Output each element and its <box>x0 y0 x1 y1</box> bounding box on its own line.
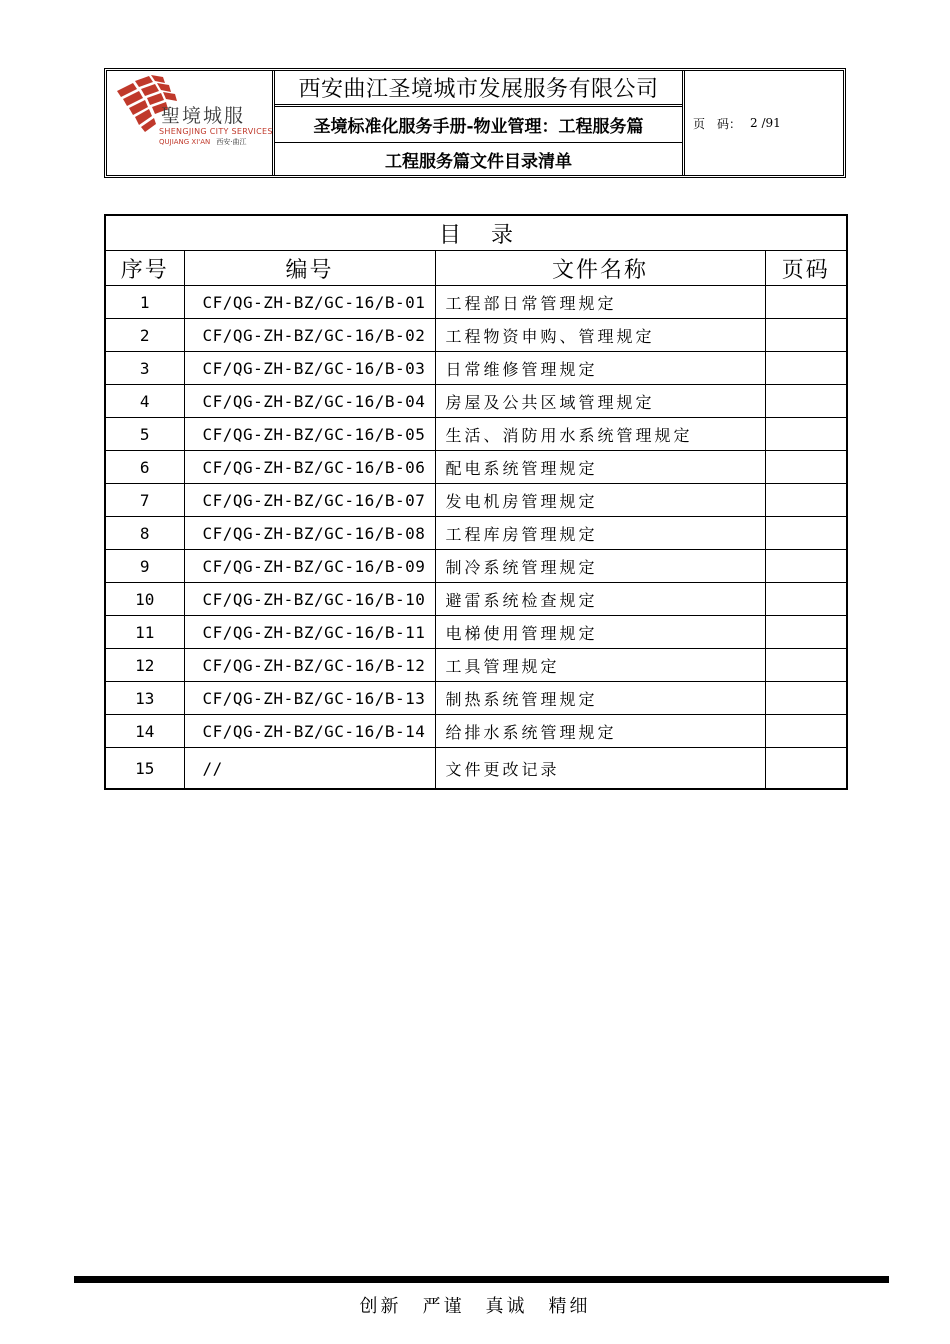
row-file-name: 工程物资申购、管理规定 <box>435 319 765 352</box>
company-name: 西安曲江圣境城市发展服务有限公司 <box>275 71 682 107</box>
row-file-name: 制热系统管理规定 <box>435 682 765 715</box>
table-row <box>105 418 847 451</box>
row-code: CF/QG-ZH-BZ/GC-16/B-03 <box>184 352 435 385</box>
row-code: CF/QG-ZH-BZ/GC-16/B-10 <box>184 583 435 616</box>
row-code: CF/QG-ZH-BZ/GC-16/B-01 <box>184 286 435 319</box>
row-page <box>765 352 847 385</box>
page-current: 2 <box>750 116 758 130</box>
row-code: CF/QG-ZH-BZ/GC-16/B-08 <box>184 517 435 550</box>
row-page <box>765 682 847 715</box>
document-header <box>104 68 846 178</box>
logo-location-en: QUJIANG XI'AN <box>159 138 211 146</box>
row-number: 7 <box>105 484 184 517</box>
col-header-no: 序号 <box>105 251 184 286</box>
row-file-name: 工程库房管理规定 <box>435 517 765 550</box>
row-file-name: 发电机房管理规定 <box>435 484 765 517</box>
row-file-name: 电梯使用管理规定 <box>435 616 765 649</box>
table-row <box>105 748 847 790</box>
toc-table <box>104 214 848 790</box>
row-number: 14 <box>105 715 184 748</box>
row-page <box>765 715 847 748</box>
logo-location-cn: 西安·曲江 <box>216 138 247 146</box>
page-number-cell <box>685 71 843 175</box>
row-code: CF/QG-ZH-BZ/GC-16/B-11 <box>184 616 435 649</box>
row-number: 1 <box>105 286 184 319</box>
row-code: CF/QG-ZH-BZ/GC-16/B-06 <box>184 451 435 484</box>
row-number: 15 <box>105 748 184 790</box>
row-page <box>765 319 847 352</box>
row-number: 6 <box>105 451 184 484</box>
logo-cell <box>107 71 275 175</box>
row-number: 2 <box>105 319 184 352</box>
table-row <box>105 715 847 748</box>
row-file-name: 避雷系统检查规定 <box>435 583 765 616</box>
table-row <box>105 616 847 649</box>
row-number: 12 <box>105 649 184 682</box>
logo-location <box>159 137 246 147</box>
row-page <box>765 649 847 682</box>
footer-slogan: 创新 严谨 真诚 精细 <box>359 1296 591 1317</box>
row-page <box>765 616 847 649</box>
row-page <box>765 418 847 451</box>
table-row <box>105 484 847 517</box>
row-code: CF/QG-ZH-BZ/GC-16/B-04 <box>184 385 435 418</box>
row-page <box>765 517 847 550</box>
row-page <box>765 550 847 583</box>
row-number: 9 <box>105 550 184 583</box>
table-row <box>105 286 847 319</box>
row-page <box>765 451 847 484</box>
row-file-name: 文件更改记录 <box>435 748 765 790</box>
logo-name-cn: 聖境城服 <box>161 105 246 127</box>
table-row <box>105 583 847 616</box>
row-code: CF/QG-ZH-BZ/GC-16/B-07 <box>184 484 435 517</box>
manual-title: 圣境标准化服务手册-物业管理：工程服务篇 <box>275 107 682 143</box>
table-row <box>105 649 847 682</box>
col-header-name: 文件名称 <box>435 251 765 286</box>
col-header-page: 页码 <box>765 251 847 286</box>
table-row <box>105 319 847 352</box>
row-code: // <box>184 748 435 790</box>
row-number: 8 <box>105 517 184 550</box>
table-row <box>105 550 847 583</box>
table-row <box>105 352 847 385</box>
table-row <box>105 385 847 418</box>
footer-divider <box>74 1276 889 1283</box>
row-code: CF/QG-ZH-BZ/GC-16/B-02 <box>184 319 435 352</box>
row-number: 10 <box>105 583 184 616</box>
table-row <box>105 451 847 484</box>
toc-header-row <box>105 251 847 286</box>
row-page <box>765 583 847 616</box>
title-cell <box>275 71 685 175</box>
row-number: 5 <box>105 418 184 451</box>
page-label: 页 码： <box>693 116 742 131</box>
row-page <box>765 286 847 319</box>
toc-caption: 目录 <box>105 215 847 251</box>
row-code: CF/QG-ZH-BZ/GC-16/B-13 <box>184 682 435 715</box>
row-code: CF/QG-ZH-BZ/GC-16/B-12 <box>184 649 435 682</box>
row-file-name: 配电系统管理规定 <box>435 451 765 484</box>
row-number: 11 <box>105 616 184 649</box>
row-file-name: 工程部日常管理规定 <box>435 286 765 319</box>
page-total: /91 <box>761 116 781 130</box>
row-page <box>765 484 847 517</box>
row-number: 13 <box>105 682 184 715</box>
row-number: 3 <box>105 352 184 385</box>
row-page <box>765 385 847 418</box>
row-page <box>765 748 847 790</box>
row-file-name: 日常维修管理规定 <box>435 352 765 385</box>
row-file-name: 房屋及公共区域管理规定 <box>435 385 765 418</box>
table-row <box>105 517 847 550</box>
col-header-code: 编号 <box>184 251 435 286</box>
row-number: 4 <box>105 385 184 418</box>
row-code: CF/QG-ZH-BZ/GC-16/B-05 <box>184 418 435 451</box>
document-title: 工程服务篇文件目录清单 <box>385 151 572 172</box>
row-code: CF/QG-ZH-BZ/GC-16/B-14 <box>184 715 435 748</box>
logo-name-en: SHENGJING CITY SERVICES <box>159 127 273 136</box>
row-file-name: 工具管理规定 <box>435 649 765 682</box>
row-file-name: 给排水系统管理规定 <box>435 715 765 748</box>
row-code: CF/QG-ZH-BZ/GC-16/B-09 <box>184 550 435 583</box>
row-file-name: 制冷系统管理规定 <box>435 550 765 583</box>
row-file-name: 生活、消防用水系统管理规定 <box>435 418 765 451</box>
table-row <box>105 682 847 715</box>
